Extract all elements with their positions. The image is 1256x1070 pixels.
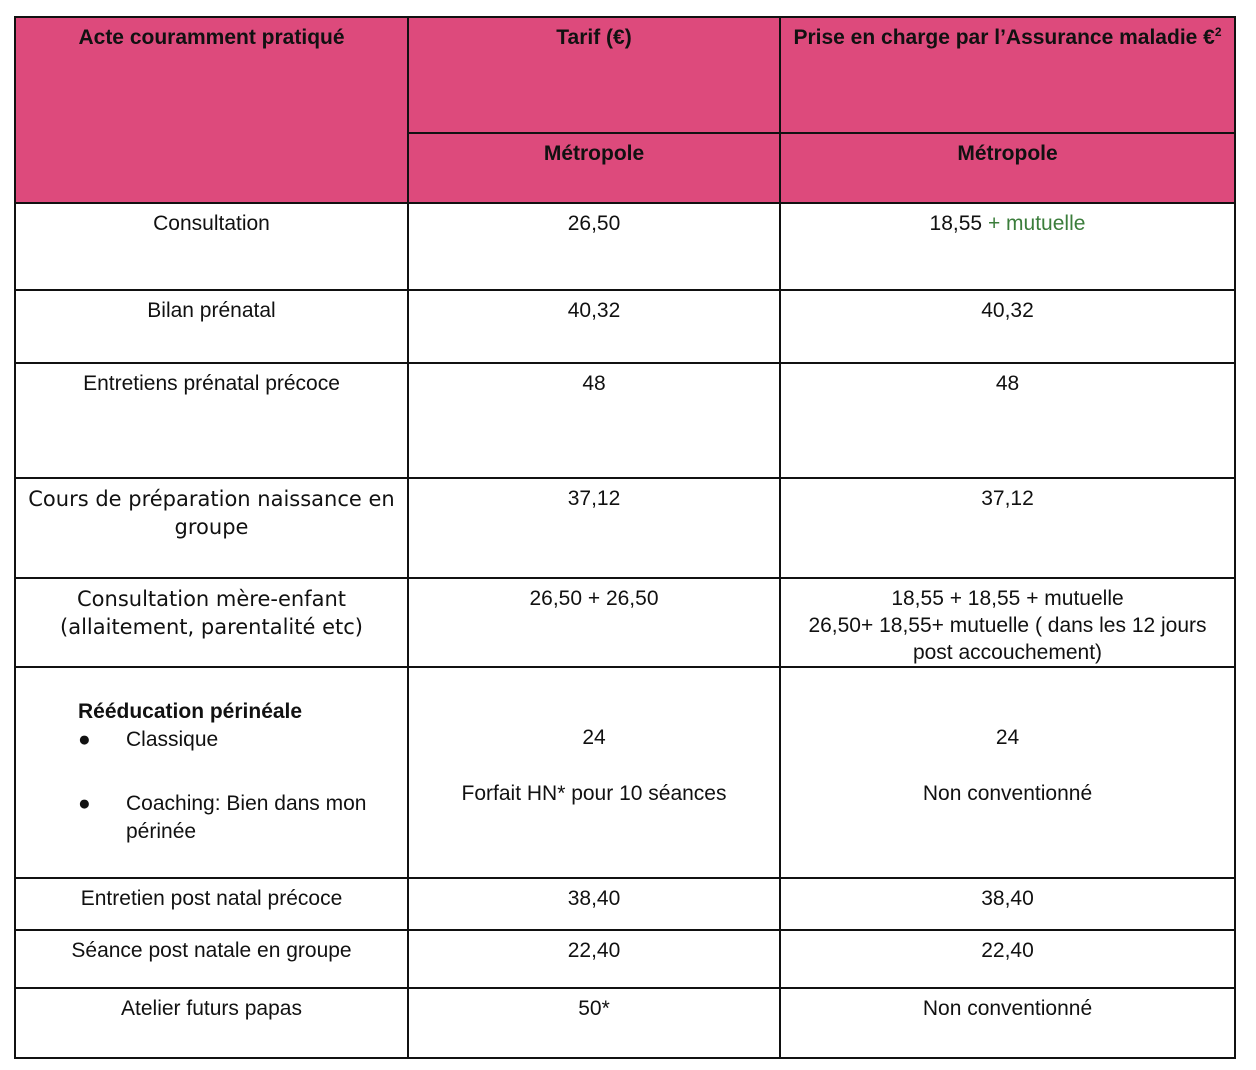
tarif-cell: 26,50 + 26,50: [408, 578, 780, 667]
acte-cell: Atelier futurs papas: [15, 988, 408, 1058]
acte-cell: Entretien post natal précoce: [15, 878, 408, 930]
prise-cell: 22,40: [780, 930, 1235, 988]
table-row: [15, 290, 1235, 363]
header-prise-en-charge: [780, 17, 1235, 133]
acte-cell: [15, 667, 408, 878]
tarif-value: 24: [582, 726, 606, 749]
list-item-label: Classique: [126, 728, 219, 751]
tarif-note: Forfait HN* pour 10 séances: [461, 782, 727, 805]
table-row: [15, 878, 1235, 930]
acte-cell: Bilan prénatal: [15, 290, 408, 363]
table-row: [15, 930, 1235, 988]
header-prise-text: Prise en charge par l’Assurance maladie €: [793, 26, 1215, 49]
table-row: [15, 988, 1235, 1058]
list-item: [78, 790, 399, 846]
bullet-icon: ●: [78, 792, 91, 815]
prise-cell: 37,12: [780, 478, 1235, 578]
tarif-cell: 22,40: [408, 930, 780, 988]
prise-cell: 48: [780, 363, 1235, 478]
table-row: [15, 478, 1235, 578]
acte-cell: Séance post natale en groupe: [15, 930, 408, 988]
header-acte: Acte couramment pratiqué: [15, 17, 408, 203]
tarif-cell: 37,12: [408, 478, 780, 578]
tarif-cell: 40,32: [408, 290, 780, 363]
subheader-prise: Métropole: [780, 133, 1235, 203]
tarif-cell: 26,50: [408, 203, 780, 290]
acte-cell: Consultation: [15, 203, 408, 290]
table-row: [15, 203, 1235, 290]
prise-cell: 38,40: [780, 878, 1235, 930]
acte-cell: Cours de préparation naissance en groupe: [15, 478, 408, 578]
prise-cell: 40,32: [780, 290, 1235, 363]
subheader-tarif: Métropole: [408, 133, 780, 203]
tarif-cell: 50*: [408, 988, 780, 1058]
prise-line: 26,50+ 18,55+ mutuelle ( dans les 12 jours post accouchement): [808, 614, 1207, 664]
prise-note: Non conventionné: [922, 782, 1093, 805]
tarif-cell: 48: [408, 363, 780, 478]
prise-cell: [780, 578, 1235, 667]
table-row: [15, 667, 1235, 878]
acte-cell: Consultation mère-enfant (allaitement, parentalité etc): [15, 578, 408, 667]
list-item: [78, 726, 399, 754]
table-row: [15, 578, 1235, 667]
list-item-label: Coaching: Bien dans mon périnée: [126, 792, 367, 843]
acte-title: Rééducation périnéale: [78, 700, 303, 723]
header-row: [15, 17, 1235, 133]
prise-value: 24: [995, 726, 1020, 749]
prise-cell: [780, 203, 1235, 290]
bullet-icon: ●: [78, 728, 91, 751]
tarif-cell: [408, 667, 780, 878]
prise-line: 18,55 + 18,55 + mutuelle: [891, 587, 1124, 610]
mutuelle-note: + mutuelle: [987, 212, 1086, 235]
prise-cell: [780, 667, 1235, 878]
prise-value: 18,55: [929, 212, 983, 235]
tarifs-table: [14, 16, 1236, 1059]
acte-cell: Entretiens prénatal précoce: [15, 363, 408, 478]
table-row: [15, 363, 1235, 478]
header-tarif: Tarif (€): [408, 17, 780, 133]
tarif-cell: 38,40: [408, 878, 780, 930]
footnote-marker: 2: [1214, 25, 1222, 39]
prise-cell: Non conventionné: [780, 988, 1235, 1058]
